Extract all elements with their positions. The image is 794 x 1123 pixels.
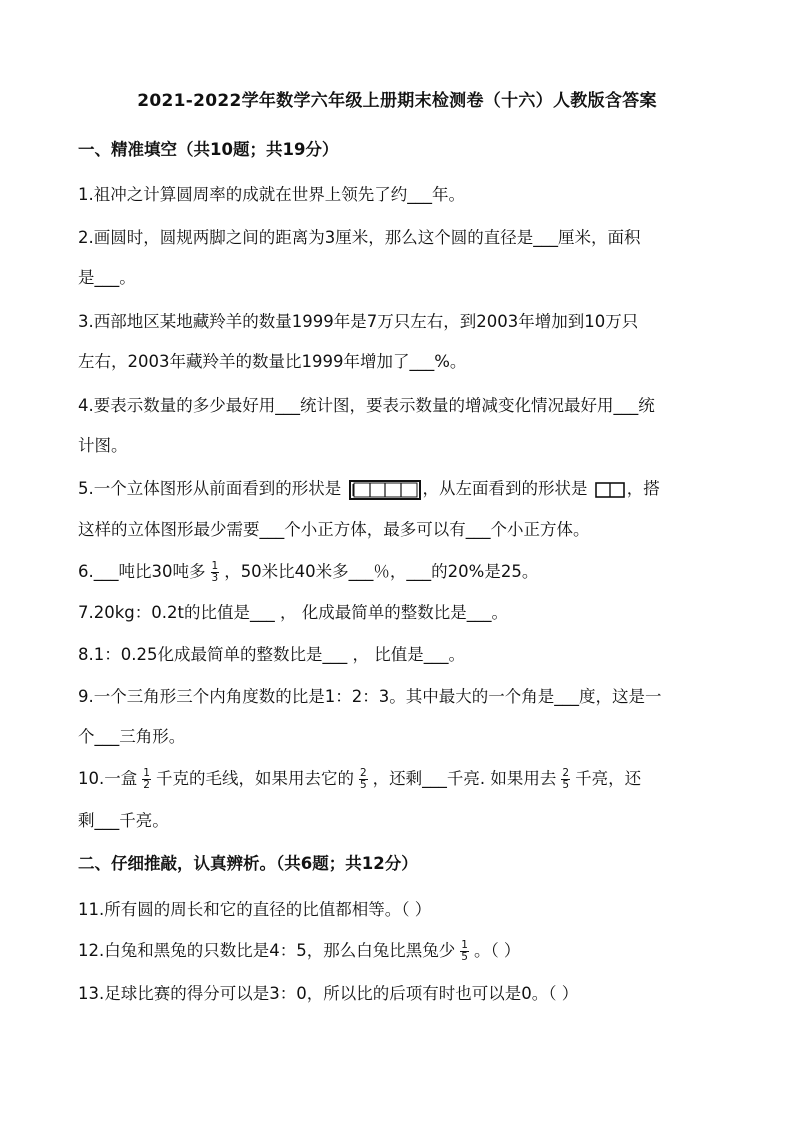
question-10-part-1: 10.一盒: [78, 769, 138, 788]
question-4-line-2: 计图。: [78, 436, 128, 455]
question-11: 11.所有圆的周长和它的直径的比值都相等。（ ）: [78, 900, 432, 919]
section-1-heading: 一、精准填空（共10题；共19分）: [78, 140, 339, 159]
question-2-line-2: 是___。: [78, 268, 136, 287]
question-12-part-2: 。（ ）: [473, 941, 521, 960]
fraction-denominator: 5: [562, 779, 570, 791]
question-10-part-2: 千克的毛线，如果用去它的: [155, 769, 354, 788]
question-3-line-2: 左右，2003年藏羚羊的数量比1999年增加了___%。: [78, 352, 467, 371]
question-6-part-2: ，50米比40米多___％，___的20%是25。: [224, 562, 539, 581]
question-9-line-1: 9.一个三角形三个内角度数的比是1：2：3。其中最大的一个角是___度，这是一: [78, 687, 662, 706]
question-8: 8.1：0.25化成最简单的整数比是___ ， 比值是___。: [78, 645, 465, 664]
fraction-denominator: 2: [143, 779, 150, 791]
question-10-part-3: ，还剩___千亮. 如果用去: [372, 769, 557, 788]
fraction-numerator: 1: [211, 560, 219, 572]
question-6: [78, 561, 538, 584]
question-13: 13.足球比赛的得分可以是3：0，所以比的后项有时也可以是0。（ ）: [78, 984, 579, 1003]
question-10-line-1: [78, 768, 641, 791]
question-5-part-3: ，搭: [626, 479, 660, 498]
fraction-denominator: 5: [461, 951, 468, 963]
question-5-part-2: ，从左面看到的形状是: [422, 479, 588, 498]
four-squares-row-icon: [349, 480, 421, 500]
question-5-part-1: 5.一个立体图形从前面看到的形状是: [78, 479, 342, 498]
page-title: 2021-2022学年数学六年级上册期末检测卷（十六）人教版含答案: [137, 91, 657, 111]
question-1: 1.祖冲之计算圆周率的成就在世界上领先了约___年。: [78, 185, 465, 204]
question-10-part-4: 千亮，还: [575, 769, 642, 788]
fraction-numerator: 1: [143, 767, 150, 779]
question-9-line-2: 个___三角形。: [78, 727, 186, 746]
fraction-one-half: [142, 768, 151, 791]
fraction-numerator: 1: [461, 939, 468, 951]
question-6-part-1: 6.___吨比30吨多: [78, 562, 206, 581]
question-5-line-1: [78, 478, 660, 500]
question-7: 7.20kg：0.2t的比值是___ ， 化成最简单的整数比是___。: [78, 603, 508, 622]
fraction-numerator: 2: [359, 767, 367, 779]
fraction-denominator: 5: [359, 779, 367, 791]
section-2-heading: 二、仔细推敲，认真辨析。（共6题；共12分）: [78, 854, 418, 873]
question-4-line-1: 4.要表示数量的多少最好用___统计图，要表示数量的增减变化情况最好用___统: [78, 396, 655, 415]
question-2-line-1: 2.画圆时，圆规两脚之间的距离为3厘米，那么这个圆的直径是___厘米，面积: [78, 228, 641, 247]
fraction-one-fifth: [460, 940, 469, 963]
fraction-denominator: 3: [211, 572, 219, 584]
question-10-line-2: 剩___千亮。: [78, 811, 169, 830]
question-3-line-1: 3.西部地区某地藏羚羊的数量1999年是7万只左右，到2003年增加到10万只: [78, 312, 639, 331]
question-12-part-1: 12.白兔和黑兔的只数比是4：5，那么白兔比黑兔少: [78, 941, 456, 960]
fraction-numerator: 2: [562, 767, 570, 779]
fraction-two-fifths: [561, 768, 570, 791]
fraction-two-fifths: [359, 768, 368, 791]
two-squares-row-icon: [595, 482, 625, 498]
question-12: [78, 940, 520, 963]
fraction-one-third: [211, 561, 220, 584]
question-5-line-2: 这样的立体图形最少需要___个小正方体，最多可以有___个小正方体。: [78, 520, 590, 539]
